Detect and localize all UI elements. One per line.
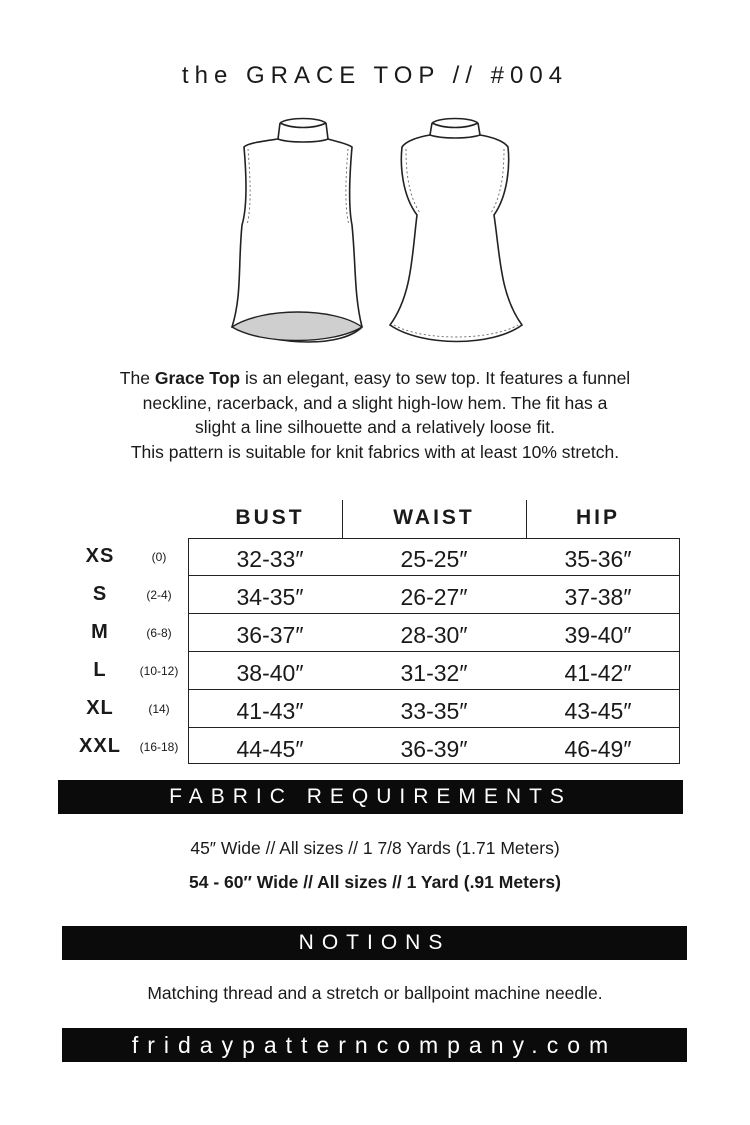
size-row-l: [70, 652, 690, 689]
front-view-drawing: [232, 119, 362, 343]
size-range: (16-18): [139, 740, 179, 754]
hip-value: 43-45″: [564, 698, 632, 724]
size-range: (6-8): [146, 626, 172, 640]
pattern-title: the GRACE TOP // #004: [181, 62, 569, 89]
waist-value: 25-25″: [400, 546, 468, 572]
hip-value: 46-49″: [564, 736, 632, 762]
notions-heading: NOTIONS: [62, 926, 687, 960]
waist-value: 26-27″: [400, 584, 468, 610]
hip-value: 35-36″: [564, 546, 632, 572]
header-divider: [526, 500, 527, 538]
column-header-hip: HIP: [575, 506, 620, 529]
fabric-line-54-60: 54 - 60″ Wide // All sizes // 1 Yard (.91 Meters): [189, 872, 561, 892]
bust-value: 41-43″: [236, 698, 304, 724]
column-header-waist: WAIST: [393, 506, 475, 529]
pattern-description: The Grace Top is an elegant, easy to sew top. It features a funnel neckline, racerback, and a slight high-low hem. The fit has a slight a line silhouette and a relatively loose fit. This pattern is suitable for knit fabrics with at least 10% stretch.: [119, 368, 631, 462]
notions-text: Matching thread and a stretch or ballpoint machine needle.: [147, 983, 603, 1003]
size-chart: [70, 500, 690, 770]
bust-value: 32-33″: [236, 546, 304, 572]
size-range: (2-4): [146, 588, 172, 602]
size-row-s: [70, 576, 690, 613]
size-range: (10-12): [139, 664, 179, 678]
size-label: L: [93, 659, 107, 681]
product-name: Grace Top: [154, 368, 241, 388]
bust-value: 38-40″: [236, 660, 304, 686]
size-label: XL: [86, 697, 114, 719]
bust-value: 44-45″: [236, 736, 304, 762]
size-row-xxl: [70, 728, 690, 765]
hip-value: 41-42″: [564, 660, 632, 686]
waist-value: 28-30″: [400, 622, 468, 648]
garment-illustrations: [222, 115, 532, 345]
size-range: (0): [151, 550, 167, 564]
fabric-requirements-heading: FABRIC REQUIREMENTS: [58, 780, 683, 814]
bust-value: 34-35″: [236, 584, 304, 610]
back-view-drawing: [390, 119, 522, 342]
size-row-xl: [70, 690, 690, 727]
waist-value: 33-35″: [400, 698, 468, 724]
hip-value: 39-40″: [564, 622, 632, 648]
website-footer: fridaypatterncompany.com: [62, 1028, 687, 1062]
size-label: M: [91, 621, 109, 643]
fabric-line-45: 45″ Wide // All sizes // 1 7/8 Yards (1.71 Meters): [190, 838, 560, 858]
size-row-xs: [70, 538, 690, 575]
column-header-bust: BUST: [235, 506, 305, 529]
bust-value: 36-37″: [236, 622, 304, 648]
header-divider: [342, 500, 343, 538]
size-label: S: [92, 583, 108, 605]
size-range: (14): [148, 702, 170, 716]
hip-value: 37-38″: [564, 584, 632, 610]
waist-value: 31-32″: [400, 660, 468, 686]
size-label: XXL: [79, 735, 121, 757]
front-hem-shade: [232, 312, 362, 341]
waist-value: 36-39″: [400, 736, 468, 762]
size-label: XS: [85, 545, 115, 567]
size-row-m: [70, 614, 690, 651]
